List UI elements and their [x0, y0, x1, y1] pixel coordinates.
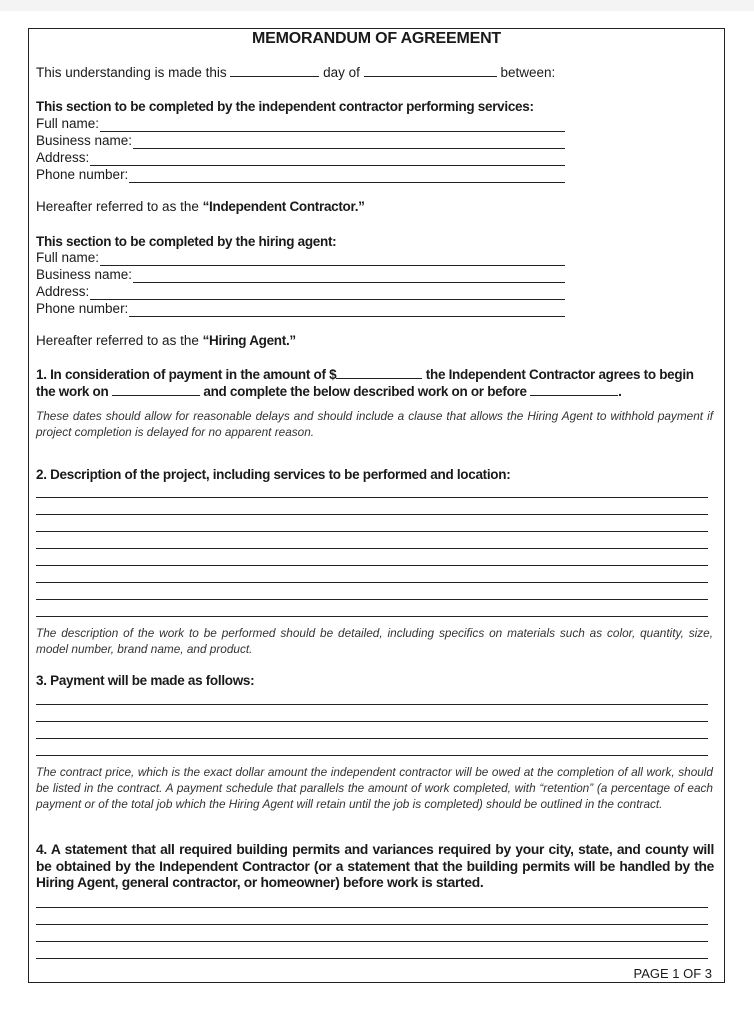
clause3-note: The contract price, which is the exact dollar amount the independent contractor will be owed at the completion of all work, should be listed in the contract. A payment schedule that parallels the amount of work completed, with “retention” (a percentage of each payment or of the total job which the Hiring Agent will retain until the job is completed) should be outlined in the contract.: [36, 765, 713, 811]
agent-hereafter: [36, 333, 296, 349]
field-line[interactable]: [133, 136, 565, 149]
hereafter-prefix: Hereafter referred to as the: [36, 333, 199, 348]
clause1-line2: [36, 384, 622, 399]
agent-business-name-field[interactable]: [36, 266, 565, 283]
clause1-text-e: .: [618, 384, 622, 399]
write-line[interactable]: [36, 705, 708, 722]
write-line[interactable]: [36, 481, 708, 498]
clause1-text-c: the work on: [36, 384, 109, 399]
top-strip: [0, 0, 754, 11]
clause1-text-b: the Independent Contractor agrees to begin: [425, 367, 694, 382]
field-line[interactable]: [133, 270, 565, 283]
hereafter-prefix: Hereafter referred to as the: [36, 199, 199, 214]
write-line[interactable]: [36, 515, 708, 532]
intro-text-2: day of: [323, 65, 360, 80]
write-line[interactable]: [36, 566, 708, 583]
clause2-heading: 2. Description of the project, including services to be performed and location:: [36, 467, 511, 482]
clause3-heading: 3. Payment will be made as follows:: [36, 673, 255, 688]
write-line[interactable]: [36, 600, 708, 617]
hereafter-term: “Independent Contractor.”: [202, 199, 365, 214]
clause1-text-a: 1. In consideration of payment in the amount of $: [36, 367, 337, 382]
contractor-section-heading: This section to be completed by the independent contractor performing services:: [36, 99, 534, 114]
blank-end-date[interactable]: [530, 384, 618, 396]
field-label: Address:: [36, 150, 90, 165]
document-page: [28, 28, 725, 983]
contractor-full-name-field[interactable]: [36, 115, 565, 132]
field-label: Business name:: [36, 267, 133, 282]
field-line[interactable]: [90, 153, 565, 166]
field-label: Full name:: [36, 116, 100, 131]
field-label: Business name:: [36, 133, 133, 148]
field-label: Phone number:: [36, 301, 129, 316]
agent-address-field[interactable]: [36, 283, 565, 300]
document-title: MEMORANDUM OF AGREEMENT: [251, 30, 502, 47]
blank-month[interactable]: [364, 65, 497, 77]
clause4-lines[interactable]: [36, 891, 708, 959]
agent-section-heading: This section to be completed by the hiring agent:: [36, 234, 337, 249]
write-line[interactable]: [36, 583, 708, 600]
field-label: Address:: [36, 284, 90, 299]
write-line[interactable]: [36, 722, 708, 739]
field-label: Phone number:: [36, 167, 129, 182]
field-line[interactable]: [129, 170, 565, 183]
blank-amount[interactable]: [336, 367, 422, 379]
hereafter-term: “Hiring Agent.”: [202, 333, 296, 348]
write-line[interactable]: [36, 925, 708, 942]
clause4-text: 4. A statement that all required building permits and variances required by your city, state, and county will be obtained by the Independent Contractor (or a statement that the building permits will be handled by the Hiring Agent, general contractor, or homeowner) before work is started.: [36, 842, 714, 890]
clause2-note: The description of the work to be performed should be detailed, including specifics on materials such as color, quantity, size, model number, brand name, and product.: [36, 626, 713, 656]
intro-text-3: between:: [500, 65, 556, 80]
clause2-lines[interactable]: [36, 481, 708, 617]
field-line[interactable]: [129, 304, 565, 317]
field-line[interactable]: [100, 253, 565, 266]
contractor-hereafter: [36, 199, 365, 215]
contractor-phone-field[interactable]: [36, 166, 565, 183]
clause3-lines[interactable]: [36, 688, 708, 756]
clause1-text-d: and complete the below described work on or before: [203, 384, 527, 399]
write-line[interactable]: [36, 549, 708, 566]
write-line[interactable]: [36, 688, 708, 705]
contractor-fields: [36, 115, 565, 183]
write-line[interactable]: [36, 739, 708, 756]
field-line[interactable]: [90, 287, 565, 300]
write-line[interactable]: [36, 908, 708, 925]
agent-full-name-field[interactable]: [36, 249, 565, 266]
blank-start-date[interactable]: [112, 384, 200, 396]
intro-text-1: This understanding is made this: [36, 65, 227, 80]
write-line[interactable]: [36, 498, 708, 515]
contractor-business-name-field[interactable]: [36, 132, 565, 149]
field-label: Full name:: [36, 250, 100, 265]
write-line[interactable]: [36, 891, 708, 908]
contractor-address-field[interactable]: [36, 149, 565, 166]
write-line[interactable]: [36, 942, 708, 959]
clause1-note: These dates should allow for reasonable delays and should include a clause that allows the Hiring Agent to withhold payment if project completion is delayed for no apparent reason.: [36, 409, 713, 439]
agent-phone-field[interactable]: [36, 300, 565, 317]
clause1-line1: [36, 367, 694, 382]
page-number: PAGE 1 OF 3: [633, 966, 712, 981]
agent-fields: [36, 249, 565, 317]
intro-line: [36, 65, 555, 81]
field-line[interactable]: [100, 119, 565, 132]
write-line[interactable]: [36, 532, 708, 549]
blank-day[interactable]: [230, 65, 319, 77]
